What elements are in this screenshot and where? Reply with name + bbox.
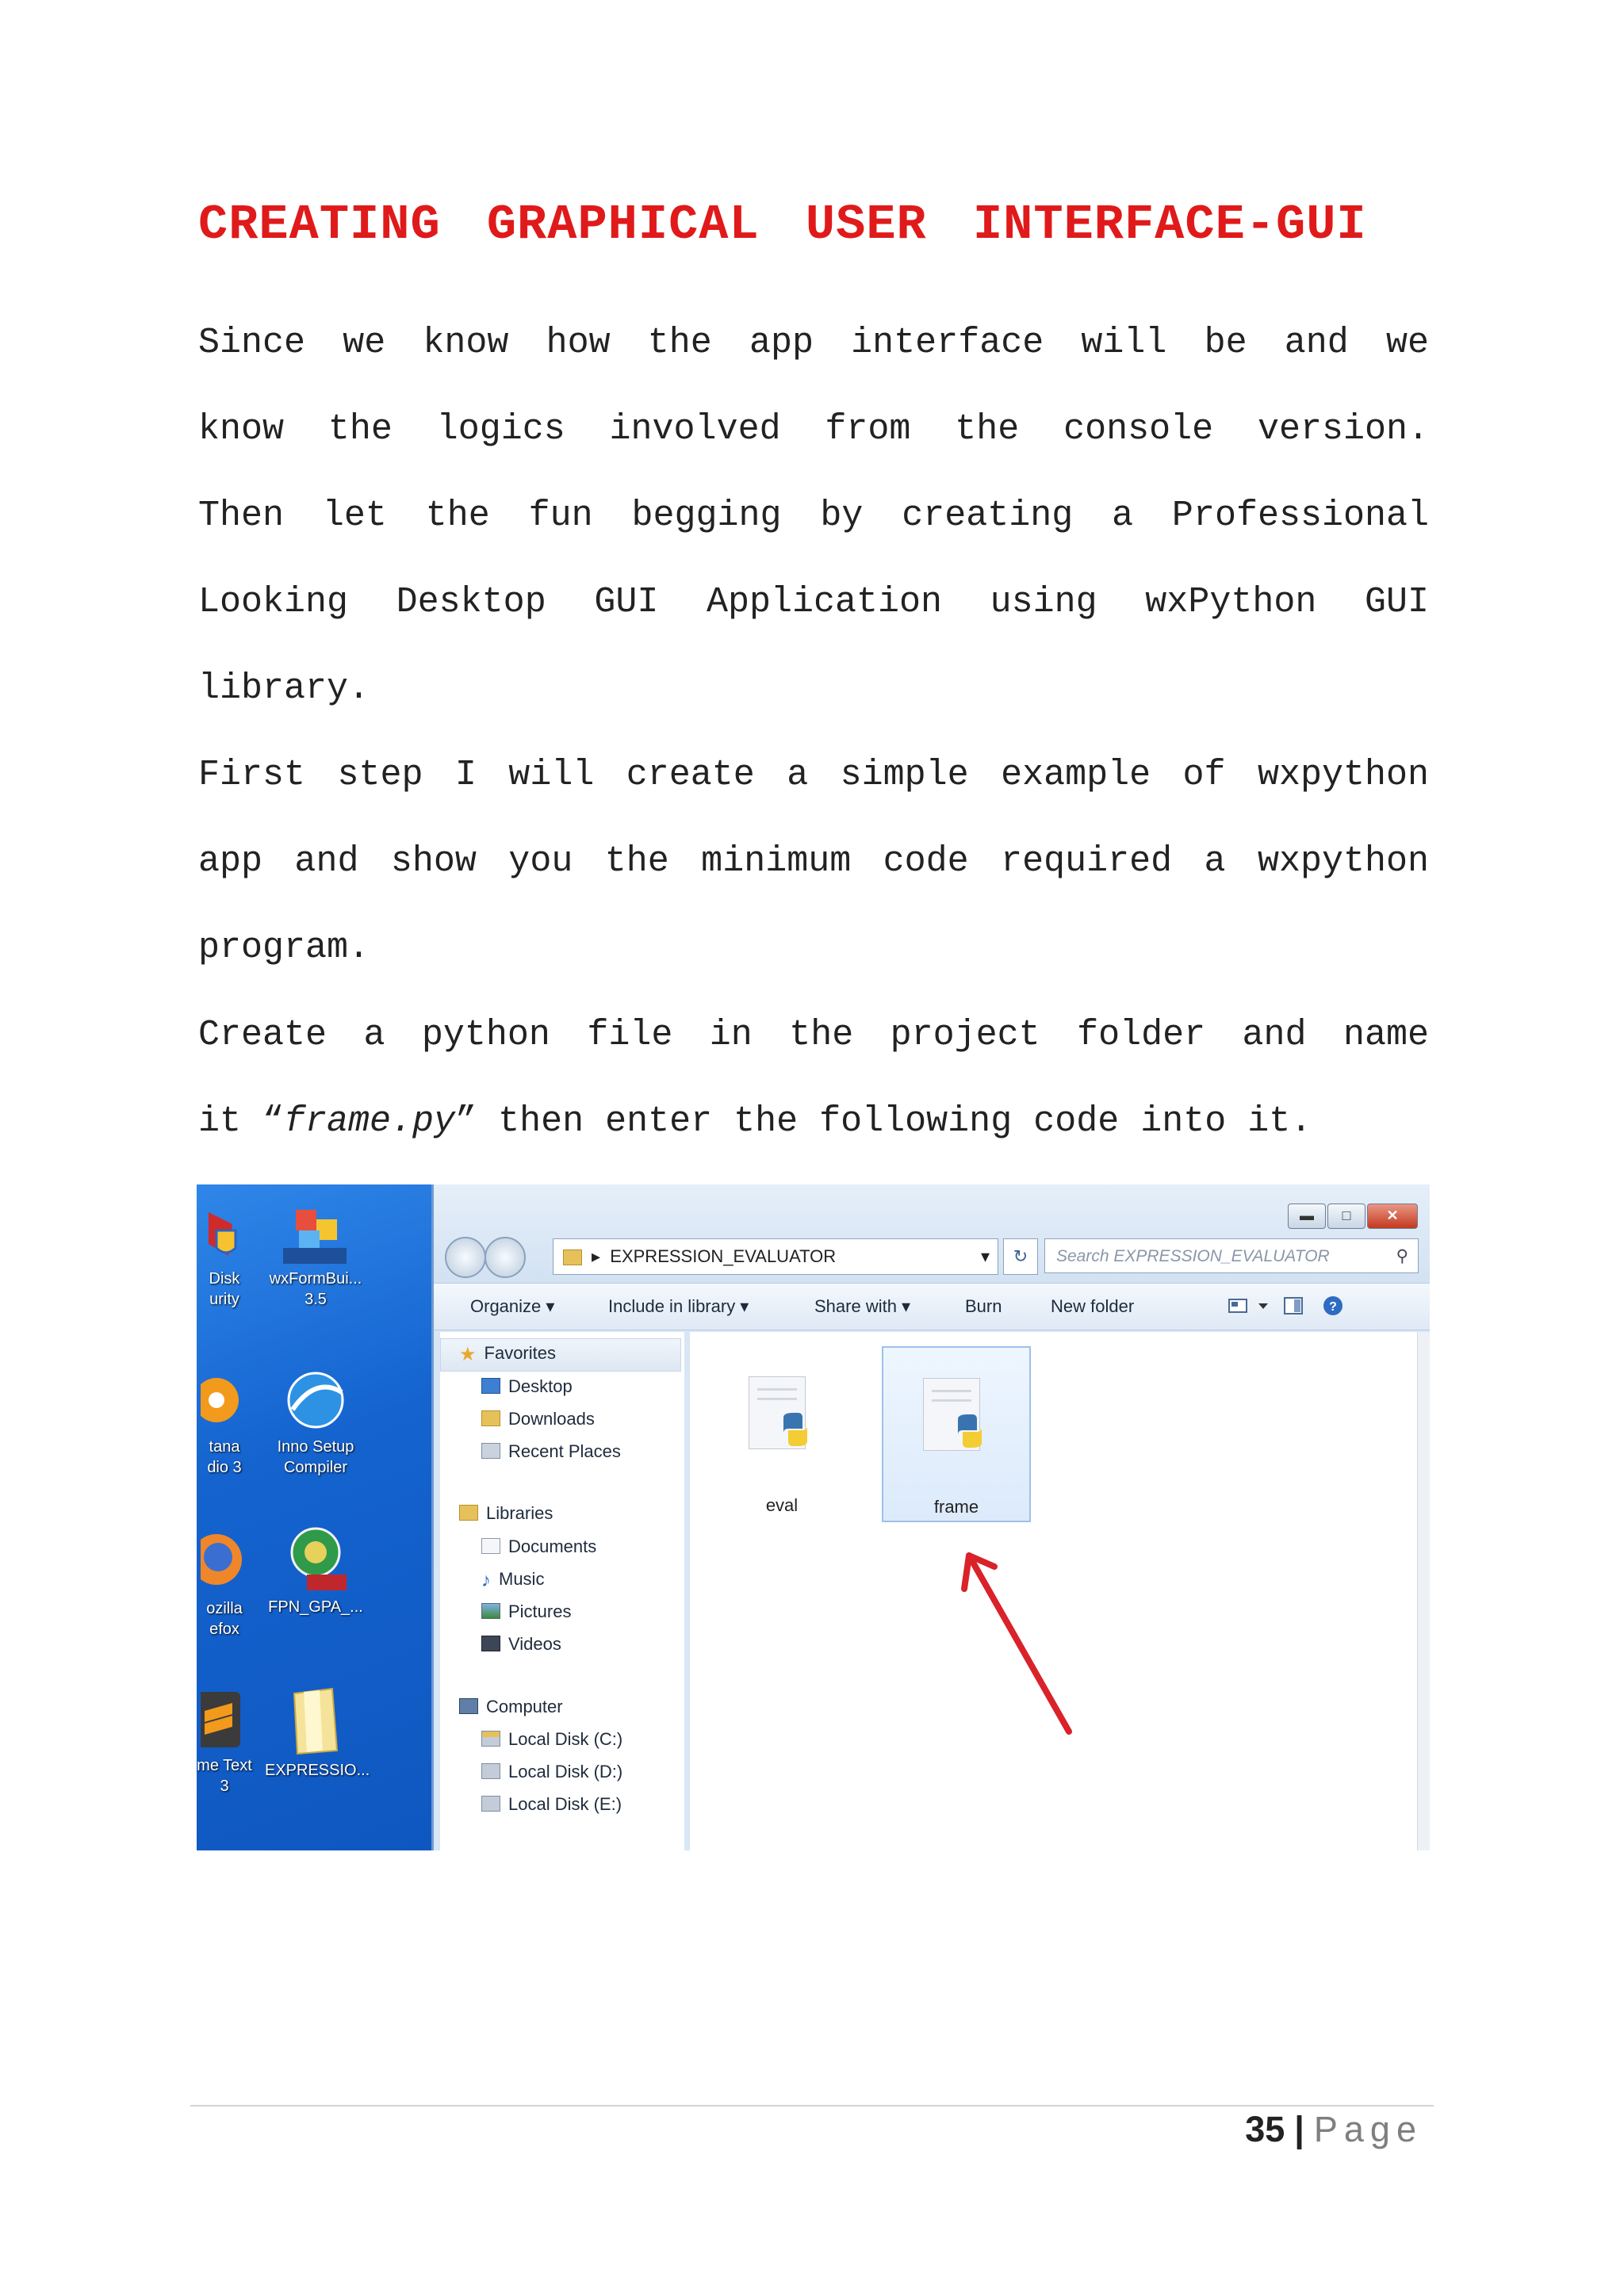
icon-label: me Text [197, 1757, 252, 1774]
downloads-icon [481, 1410, 500, 1426]
icon-label: Disk [209, 1270, 240, 1288]
paragraph-1 [198, 300, 1429, 732]
nav-favorites[interactable] [459, 1343, 556, 1364]
organize-button[interactable]: Organize ▾ [470, 1296, 555, 1316]
videos-icon [481, 1636, 500, 1651]
paragraph-3 [198, 992, 1429, 1165]
command-bar [434, 1283, 1430, 1330]
address-path: EXPRESSION_EVALUATOR [610, 1246, 837, 1266]
pictures-icon [481, 1603, 500, 1619]
sublime-text-icon [201, 1687, 248, 1751]
text-fragment: ” then enter the following code into it. [455, 1101, 1312, 1142]
folder-icon [285, 1687, 348, 1755]
share-with-button[interactable]: Share with ▾ [814, 1296, 911, 1316]
file-list [689, 1332, 1418, 1850]
nav-label: Local Disk (C:) [508, 1729, 623, 1749]
nav-local-disk-d[interactable] [481, 1762, 622, 1782]
filename-emphasis: frame.py [284, 1101, 456, 1142]
new-folder-button[interactable]: New folder [1051, 1296, 1135, 1316]
text-line: library. [198, 668, 370, 709]
nav-pictures[interactable] [481, 1601, 571, 1622]
text-line: First step I will create a simple example of wxpython [198, 755, 1429, 795]
text-line: Looking Desktop GUI Application using wxPython GUI [198, 582, 1429, 622]
maximize-button[interactable]: □ [1327, 1203, 1365, 1229]
icon-label: dio 3 [207, 1459, 242, 1476]
chevron-down-icon[interactable] [1252, 1295, 1274, 1317]
icon-label: ozilla [206, 1600, 243, 1617]
text-line: program. [198, 928, 370, 968]
nav-videos[interactable] [481, 1634, 561, 1655]
page-word: Page [1313, 2109, 1423, 2149]
nav-local-disk-c[interactable] [481, 1729, 622, 1750]
explorer-screenshot [197, 1184, 1430, 1850]
file-name: frame [933, 1497, 979, 1517]
desktop-icon [197, 1687, 268, 1797]
nav-label: Local Disk (E:) [508, 1794, 622, 1814]
search-icon[interactable]: ⚲ [1396, 1247, 1408, 1265]
desktop-icon [265, 1687, 368, 1781]
footer-divider [190, 2105, 1434, 2107]
text-line: know the logics involved from the console version. [198, 409, 1429, 450]
icon-label: 3 [220, 1777, 229, 1795]
desktop-icon [197, 1368, 268, 1478]
desktop-icon [266, 1368, 365, 1478]
text-line: Create a python file in the project folder and name [198, 1015, 1429, 1055]
icon-label: tana [209, 1438, 240, 1456]
nav-label: Local Disk (D:) [508, 1762, 623, 1781]
burn-button[interactable]: Burn [965, 1296, 1002, 1316]
desktop-icon [481, 1378, 500, 1394]
seal-icon [280, 1524, 351, 1592]
nav-documents[interactable] [481, 1536, 596, 1557]
page-number: 35 [1245, 2109, 1285, 2149]
nav-downloads[interactable] [481, 1409, 595, 1429]
help-icon[interactable] [1322, 1295, 1344, 1317]
gear-icon [201, 1368, 248, 1432]
search-input[interactable] [1044, 1238, 1419, 1273]
chevron-right-icon: ▸ [592, 1246, 601, 1266]
file-name: eval [765, 1495, 799, 1515]
firefox-icon [201, 1525, 248, 1594]
vertical-scrollbar[interactable] [1417, 1332, 1430, 1850]
nav-computer[interactable] [459, 1697, 563, 1717]
drive-icon [481, 1763, 500, 1779]
nav-music[interactable] [481, 1569, 544, 1590]
text-fragment: it “ [198, 1101, 285, 1142]
music-icon: ♪ [481, 1570, 491, 1591]
computer-icon [459, 1698, 478, 1714]
navigation-pane [440, 1332, 684, 1850]
red-arrow-annotation [690, 1332, 1166, 1847]
svg-text:?: ? [1329, 1300, 1337, 1314]
icon-label: FPN_GPA_... [268, 1598, 363, 1616]
folder-icon [563, 1249, 582, 1265]
icon-label: EXPRESSIO... [265, 1762, 370, 1779]
page-separator: | [1294, 2109, 1304, 2149]
nav-libraries[interactable] [459, 1503, 553, 1524]
icon-label: 3.5 [304, 1291, 327, 1308]
nav-label: Videos [508, 1634, 561, 1654]
view-options-icon[interactable] [1227, 1295, 1249, 1317]
nav-label: Favorites [484, 1343, 556, 1363]
close-button[interactable]: ✕ [1367, 1203, 1418, 1229]
include-library-button[interactable]: Include in library ▾ [608, 1296, 749, 1316]
text-line [198, 1078, 1429, 1165]
icon-label: efox [209, 1621, 239, 1638]
paragraph-2 [198, 732, 1429, 991]
desktop-icon [266, 1524, 365, 1617]
page-title: CREATING GRAPHICAL USER INTERFACE-GUI [198, 197, 1367, 253]
explorer-window [431, 1184, 1430, 1850]
refresh-button[interactable]: ↻ [1003, 1238, 1038, 1275]
nav-label: Music [499, 1569, 545, 1589]
icon-label: urity [209, 1291, 239, 1308]
drive-icon [481, 1731, 500, 1747]
text-line: Since we know how the app interface will be and we [198, 323, 1429, 363]
search-placeholder: Search EXPRESSION_EVALUATOR [1056, 1247, 1330, 1265]
address-bar[interactable] [553, 1238, 998, 1275]
text-line: Then let the fun begging by creating a Professional [198, 496, 1429, 536]
documents-icon [481, 1538, 500, 1554]
preview-pane-icon[interactable] [1282, 1295, 1304, 1317]
nav-label: Documents [508, 1536, 597, 1556]
back-button[interactable] [445, 1237, 486, 1278]
desktop-area [197, 1184, 431, 1850]
minimize-button[interactable]: ▬ [1288, 1203, 1326, 1229]
nav-label: Libraries [486, 1503, 553, 1523]
nav-label: Downloads [508, 1409, 595, 1429]
drive-icon [481, 1796, 500, 1812]
wxformbuilder-icon [280, 1207, 351, 1264]
icon-label: wxFormBui... [269, 1270, 362, 1288]
nav-desktop[interactable] [481, 1376, 573, 1397]
shield-icon [201, 1208, 248, 1264]
text-line: app and show you the minimum code required a wxpython [198, 841, 1429, 882]
icon-label: Inno Setup [277, 1438, 354, 1456]
desktop-icon [197, 1208, 268, 1310]
globe-icon [282, 1368, 350, 1432]
forward-button[interactable] [485, 1237, 526, 1278]
desktop-icon [197, 1525, 268, 1640]
nav-label: Pictures [508, 1601, 572, 1621]
recent-places-icon [481, 1443, 500, 1459]
desktop-icon [260, 1207, 371, 1310]
window-controls [1288, 1203, 1418, 1229]
nav-label: Computer [486, 1697, 563, 1716]
chevron-down-icon[interactable]: ▾ [980, 1246, 990, 1266]
page-footer [1245, 2109, 1423, 2150]
libraries-icon [459, 1505, 478, 1521]
nav-label: Desktop [508, 1376, 573, 1396]
nav-recent-places[interactable] [481, 1441, 621, 1462]
icon-label: Compiler [283, 1459, 348, 1476]
star-icon: ★ [459, 1344, 477, 1365]
nav-label: Recent Places [508, 1441, 621, 1461]
nav-local-disk-e[interactable] [481, 1794, 622, 1815]
